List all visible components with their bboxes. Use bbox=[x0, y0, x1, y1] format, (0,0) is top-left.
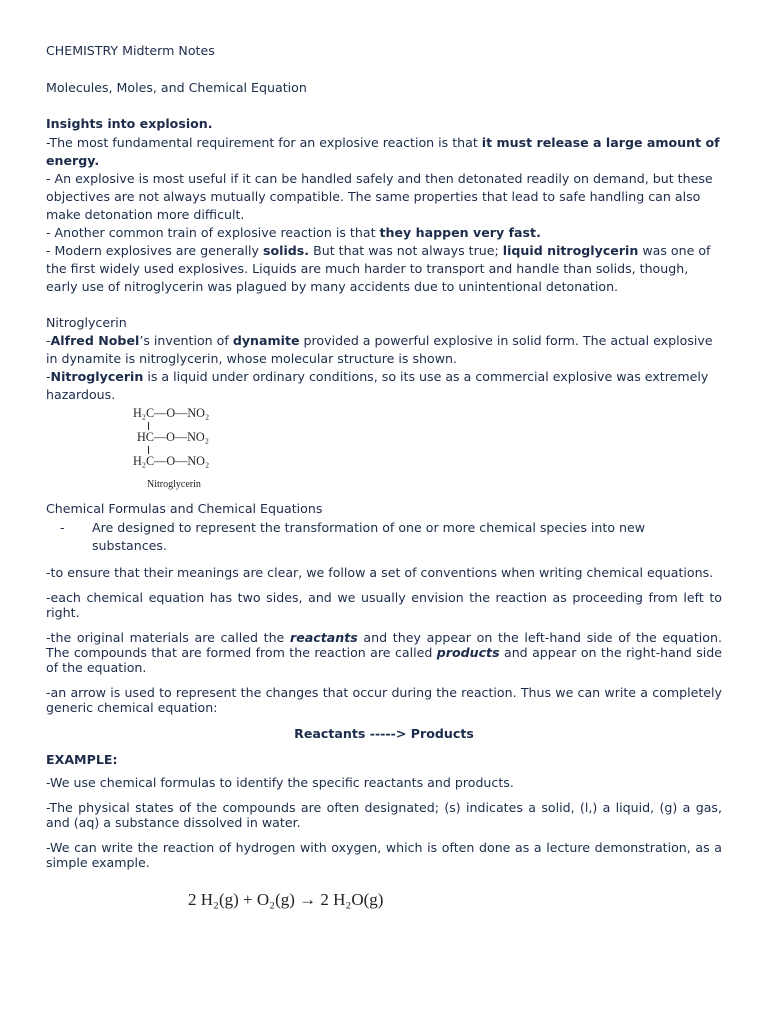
document-subtitle: Molecules, Moles, and Chemical Equation bbox=[46, 79, 307, 95]
paragraph: -to ensure that their meanings are clear, we follow a set of conventions when writing chemical equations. bbox=[46, 564, 714, 580]
bold-italic-text: products bbox=[436, 644, 500, 660]
bold-text: dynamite bbox=[232, 333, 300, 348]
molecule-caption: Nitroglycerin bbox=[147, 479, 201, 490]
bold-text: solids. bbox=[263, 242, 310, 258]
text: and appear on the right-hand side of the equation. bbox=[46, 644, 722, 675]
text: was one of the first widely used explosives. Liquids are much harder to transport and handle than solids, though, early use of nitroglycerin was plagued by many accidents due to unintentional detonation. bbox=[46, 242, 711, 294]
text: - Modern explosives are generally bbox=[46, 242, 263, 258]
text: and they appear on the left-hand side of the equation. The compounds that are formed from the reaction are called bbox=[46, 629, 722, 660]
generic-equation: Reactants -----> Products bbox=[294, 725, 474, 741]
nitroglycerin-structure bbox=[133, 406, 333, 496]
molecule-row-2: HC—O—NO₂ bbox=[137, 430, 209, 444]
paragraph: -We use chemical formulas to identify the specific reactants and products. bbox=[46, 775, 514, 790]
molecule-row-1: H₂C—O—NO₂ bbox=[133, 406, 210, 420]
bold-text: Alfred Nobel bbox=[50, 333, 140, 348]
paragraph: -each chemical equation has two sides, and we usually envision the reaction as proceeding from left to right. bbox=[46, 589, 722, 620]
paragraph: -We can write the reaction of hydrogen with oxygen, which is often done as a lecture demonstration, as a simple example. bbox=[46, 840, 722, 870]
paragraph bbox=[46, 242, 722, 296]
bond-line bbox=[148, 446, 149, 454]
text: provided a powerful explosive in solid form. The actual explosive in dynamite is nitroglycerin, whose molecular structure is shown. bbox=[46, 333, 713, 366]
bold-text: Nitroglycerin bbox=[50, 369, 144, 384]
section-heading-chemical-formulas: Chemical Formulas and Chemical Equations bbox=[46, 501, 323, 516]
bullet-text: Are designed to represent the transformation of one or more chemical species into new substances. bbox=[92, 519, 646, 553]
paragraph: -The physical states of the compounds are often designated; (s) indicates a solid, (l,) a liquid, (g) a gas, and (aq) a substance dissolved in water. bbox=[46, 800, 722, 830]
text: - bbox=[46, 369, 51, 384]
text: is a liquid under ordinary conditions, so its use as a commercial explosive was extremely hazardous. bbox=[46, 369, 709, 402]
bold-text: it must release a large amount of energy. bbox=[46, 134, 720, 168]
bold-text: liquid nitroglycerin bbox=[502, 242, 639, 258]
paragraph: - An explosive is most useful if it can be handled safely and then detonated readily on demand, but these objectives are not always mutually compatible. The same properties that lead to safe handling can also make detonation more difficult. bbox=[46, 170, 713, 222]
text: - Another common train of explosive reaction is that bbox=[46, 224, 380, 240]
paragraph bbox=[46, 224, 722, 242]
section-heading-explosion: Insights into explosion. bbox=[46, 116, 213, 131]
bond-line bbox=[148, 422, 149, 430]
paragraph bbox=[46, 630, 722, 675]
bold-text: they happen very fast. bbox=[379, 224, 541, 240]
paragraph bbox=[46, 368, 722, 404]
bullet-item bbox=[46, 519, 722, 555]
example-heading: EXAMPLE: bbox=[46, 751, 118, 767]
paragraph bbox=[46, 332, 722, 368]
text: But that was not always true; bbox=[309, 242, 503, 258]
section-heading-nitroglycerin: Nitroglycerin bbox=[46, 314, 127, 330]
text: -the original materials are called the bbox=[46, 629, 290, 645]
hydrogen-oxygen-equation: 2 H₂(g) + O₂(g) → 2 H₂O(g) bbox=[188, 890, 384, 909]
bullet-dash: - bbox=[60, 519, 65, 535]
molecule-row-3: H₂C—O—NO₂ bbox=[133, 454, 210, 468]
text: -The most fundamental requirement for an explosive reaction is that bbox=[46, 134, 482, 150]
document-page bbox=[46, 42, 722, 910]
bold-italic-text: reactants bbox=[290, 629, 358, 645]
document-title: CHEMISTRY Midterm Notes bbox=[46, 43, 215, 58]
paragraph: -an arrow is used to represent the changes that occur during the reaction. Thus we can write a completely generic chemical equation: bbox=[46, 684, 722, 715]
paragraph bbox=[46, 134, 722, 170]
text: - bbox=[46, 333, 51, 348]
text: ’s invention of bbox=[139, 333, 233, 348]
